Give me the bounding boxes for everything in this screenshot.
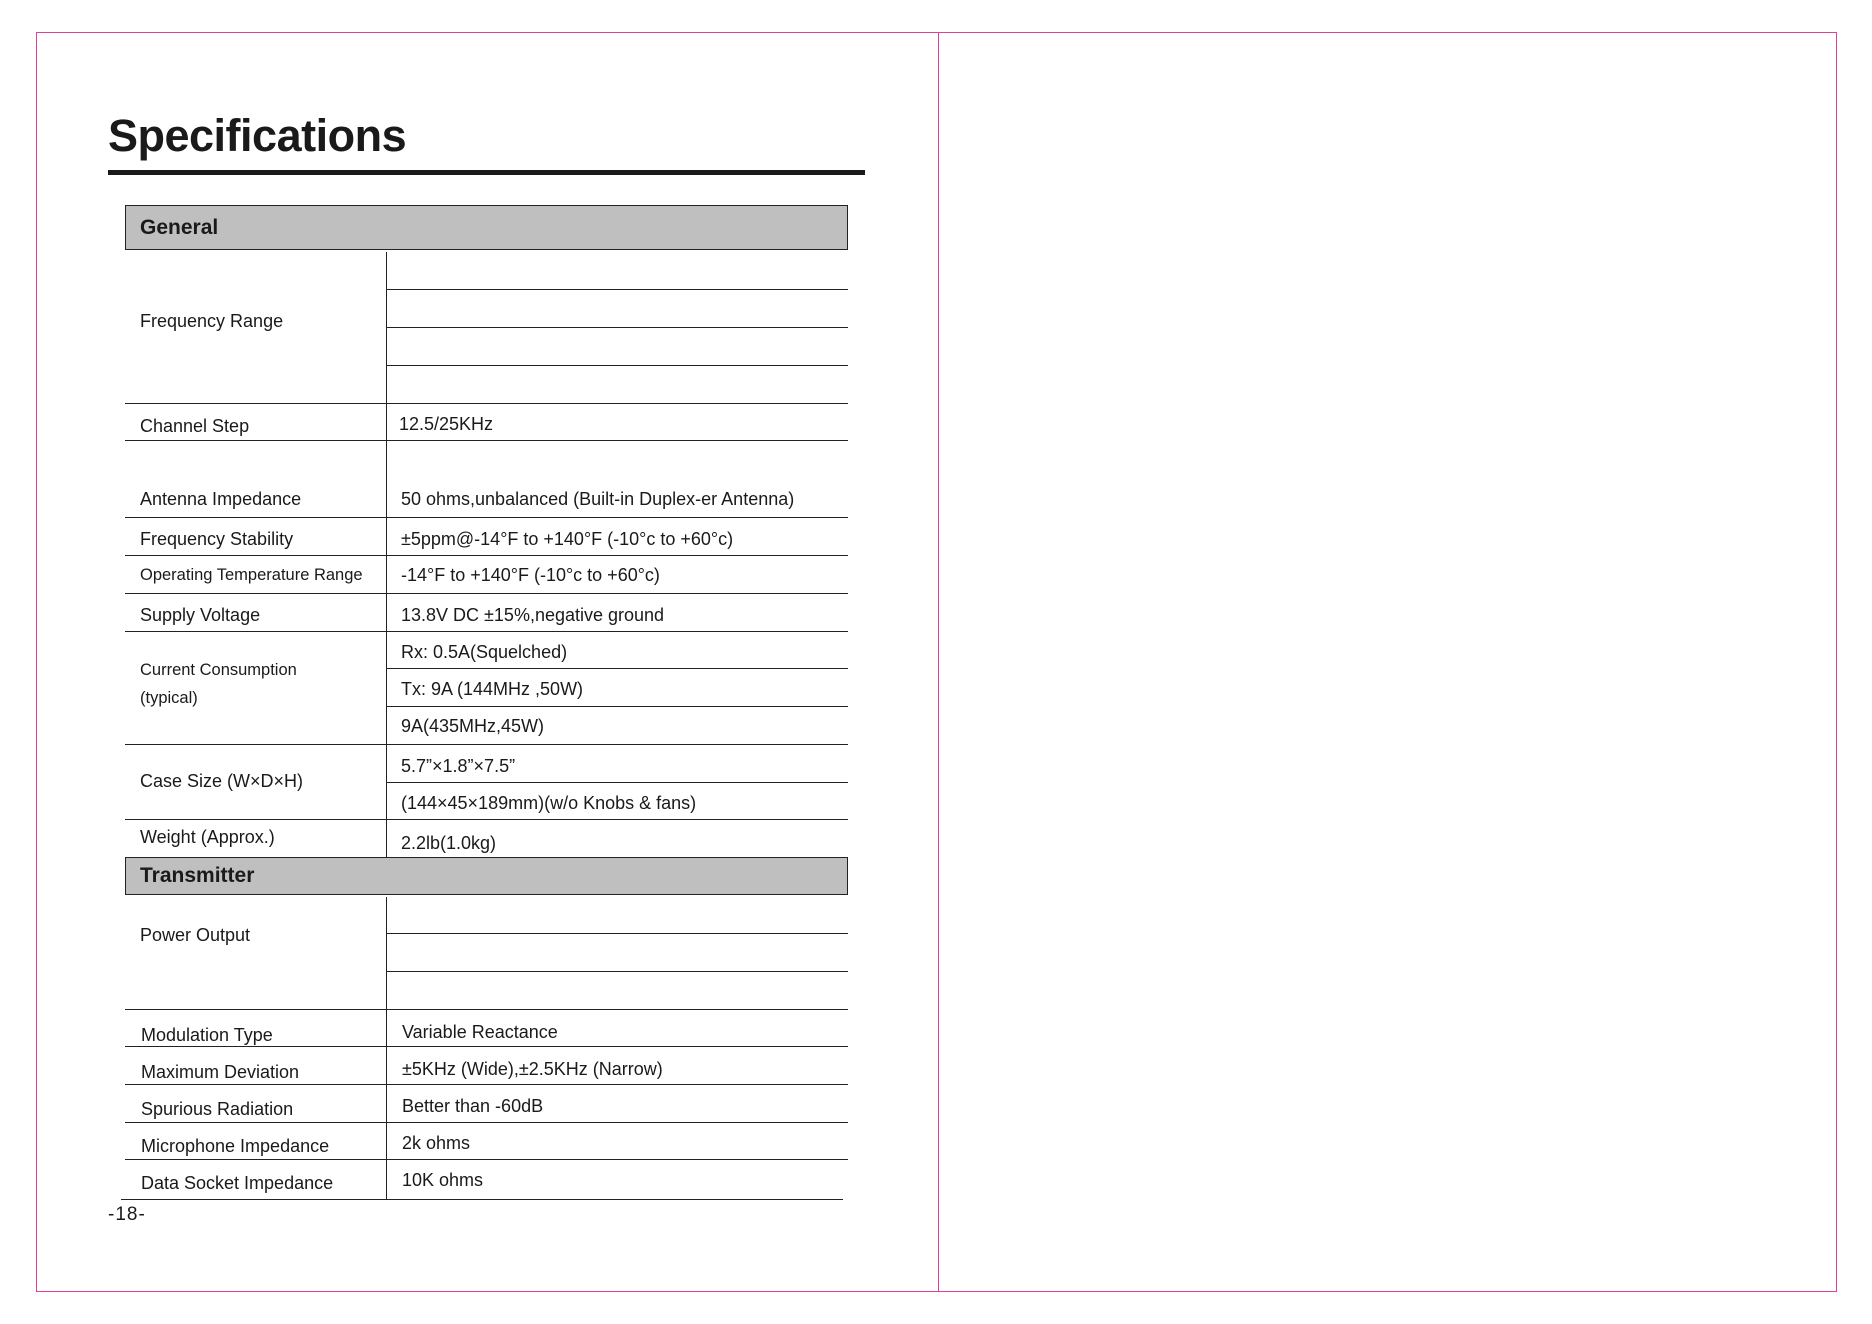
row-line: [125, 593, 848, 594]
section-header-general: [125, 205, 848, 250]
current-consumption-rx: Rx: 0.5A(Squelched): [401, 642, 568, 662]
modulation-type-value: Variable Reactance: [402, 1022, 558, 1042]
frequency-stability-value: ±5ppm@-14°F to +140°F (-10°c to +60°c): [401, 529, 734, 549]
row-line: [125, 1009, 848, 1010]
section-transmitter-title: Transmitter: [140, 864, 255, 887]
case-size-label: Case Size (W×D×H): [140, 771, 304, 791]
table-bottom-line: [121, 1199, 843, 1200]
row-line: [125, 517, 848, 518]
maximum-deviation-value: ±5KHz (Wide),±2.5KHz (Narrow): [402, 1059, 663, 1079]
row-line: [125, 403, 848, 404]
row-line: [386, 365, 848, 366]
operating-temperature-label: Operating Temperature Range: [140, 566, 363, 584]
column-divider: [386, 819, 387, 857]
section-header-transmitter: [125, 857, 848, 895]
weight-label: Weight (Approx.): [140, 827, 275, 847]
column-divider: [386, 1159, 387, 1199]
column-divider: [386, 1122, 387, 1159]
case-size-mm: (144×45×189mm)(w/o Knobs & fans): [401, 793, 697, 813]
page-divider: [938, 32, 939, 1292]
section-general-title: General: [140, 215, 219, 239]
row-line: [386, 327, 848, 328]
column-divider: [386, 593, 387, 631]
row-line: [125, 1046, 848, 1047]
spurious-radiation-label: Spurious Radiation: [141, 1099, 294, 1119]
frequency-range-label: Frequency Range: [140, 311, 284, 331]
case-size-inches: 5.7”×1.8”×7.5”: [401, 756, 516, 776]
column-divider: [386, 555, 387, 593]
current-consumption-label: Current Consumption: [140, 661, 297, 679]
column-divider: [386, 631, 387, 744]
row-line: [386, 971, 848, 972]
row-line: [125, 555, 848, 556]
modulation-type-label: Modulation Type: [141, 1025, 273, 1045]
microphone-impedance-label: Microphone Impedance: [141, 1136, 330, 1156]
column-divider: [386, 403, 387, 440]
channel-step-label: Channel Step: [140, 416, 250, 436]
weight-value: 2.2lb(1.0kg): [401, 833, 497, 853]
row-line: [125, 631, 848, 632]
row-line: [386, 706, 848, 707]
antenna-impedance-value: 50 ohms,unbalanced (Built-in Duplex-er Antenna): [401, 489, 795, 509]
current-consumption-tx-144: Tx: 9A (144MHz ,50W): [401, 679, 584, 699]
row-line: [386, 782, 848, 783]
column-divider: [386, 440, 387, 517]
column-divider: [386, 1084, 387, 1122]
data-socket-impedance-value: 10K ohms: [402, 1170, 484, 1190]
power-output-label: Power Output: [140, 925, 251, 945]
data-socket-impedance-label: Data Socket Impedance: [141, 1173, 334, 1193]
row-line: [125, 1084, 848, 1085]
column-divider: [386, 897, 387, 1009]
row-line: [386, 933, 848, 934]
frequency-stability-label: Frequency Stability: [140, 529, 294, 549]
column-divider: [386, 1009, 387, 1046]
row-line: [125, 819, 848, 820]
row-line: [125, 744, 848, 745]
current-consumption-sublabel: (typical): [140, 689, 198, 707]
supply-voltage-label: Supply Voltage: [140, 605, 261, 625]
supply-voltage-value: 13.8V DC ±15%,negative ground: [401, 605, 665, 625]
row-line: [386, 289, 848, 290]
maximum-deviation-label: Maximum Deviation: [141, 1062, 300, 1082]
page-title: Specifications: [108, 110, 407, 161]
microphone-impedance-value: 2k ohms: [402, 1133, 471, 1153]
column-divider: [386, 1046, 387, 1084]
column-divider: [386, 517, 387, 555]
row-line: [386, 668, 848, 669]
title-rule: [108, 170, 865, 175]
current-consumption-tx-435: 9A(435MHz,45W): [401, 716, 545, 736]
row-line: [125, 440, 848, 441]
spurious-radiation-value: Better than -60dB: [402, 1096, 544, 1116]
page-number: -18-: [108, 1204, 146, 1225]
row-line: [125, 1159, 848, 1160]
antenna-impedance-label: Antenna Impedance: [140, 489, 302, 509]
row-line: [125, 1122, 848, 1123]
operating-temperature-value: -14°F to +140°F (-10°c to +60°c): [401, 565, 660, 585]
channel-step-value: 12.5/25KHz: [399, 414, 494, 434]
